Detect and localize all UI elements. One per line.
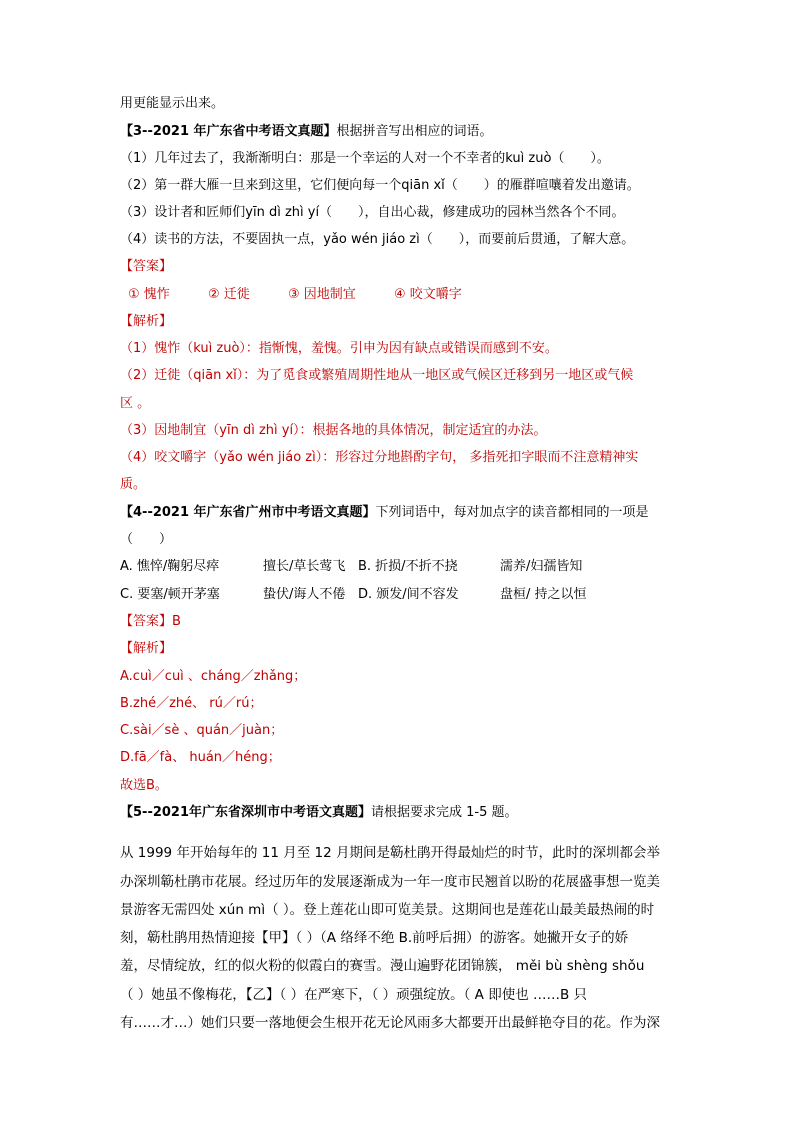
q3-header <box>120 123 493 141</box>
q3-header-tag: 【3--2021 年广东省中考语文真题】 <box>120 124 337 139</box>
q3-header-text: 根据拼音写出相应的词语。 <box>336 124 493 139</box>
q3-item-1: （1）几年过去了，我渐渐明白：那是一个幸运的人对一个不幸者的kuì zuò（ ）。 <box>120 151 610 166</box>
q3-analysis-2: （2）迁徙（qiān xǐ）：为了觅食或繁殖周期性地从一地区或气候区迁移到另一地区或气候 <box>120 368 634 383</box>
q4-analysis-d: D.fā／fà、 huán／héng； <box>120 750 281 765</box>
q4-option-c-2: 蛰伏/诲人不倦 <box>263 587 346 602</box>
q5-passage-line-7: 有……才…）她们只要一落地便会生根开花无论风雨多大都要开出最鲜艳夺目的花。作为深 <box>120 1015 660 1031</box>
q4-header-text: 下列词语中，每对加点字的读音都相同的一项是 <box>375 505 649 520</box>
q3-answer-2: ② 迁徙 <box>208 287 250 302</box>
q5-header-tag: 【5--2021年广东省深圳市中考语文真题】 <box>120 805 372 820</box>
q4-header <box>120 504 649 522</box>
q3-answer-4: ④ 咬文嚼字 <box>394 287 462 302</box>
q3-answer-label: 【答案】 <box>120 259 173 274</box>
q4-analysis-c: C.sài／sè 、quán／juàn； <box>120 723 284 738</box>
q5-passage-line-1: 从 1999 年开始每年的 11 月至 12 月期间是簕杜鹃开得最灿烂的时节，此时的深圳都会举 <box>120 845 660 861</box>
q3-analysis-3: （3）因地制宜（yīn dì zhì yí）：根据各地的具体情况，制定适宜的办法。 <box>120 423 547 438</box>
q3-item-4: （4）读书的方法，不要固执一点，yǎo wén jiáo zì（ ），而要前后贯通，了解大意。 <box>120 232 635 247</box>
q5-passage-line-2: 办深圳簕杜鹃市花展。经过历年的发展逐渐成为一年一度市民翘首以盼的花展盛事想一览美 <box>120 874 660 890</box>
q4-paren: （ ） <box>120 532 173 547</box>
q4-option-a-2: 擅长/草长莺飞 <box>263 559 346 574</box>
q4-analysis-conclusion: 故选B。 <box>120 778 168 793</box>
q3-item-2: （2）第一群大雁一旦来到这里，它们便向每一个qiān xǐ（ ）的雁群喧嚷着发出邀请。 <box>120 178 640 193</box>
q5-header <box>120 804 518 822</box>
q4-header-tag: 【4--2021 年广东省广州市中考语文真题】 <box>120 505 376 520</box>
q5-passage-line-3: 景游客无需四处 xún mì（ ）。登上莲花山即可览美景。这期间也是莲花山最美最热闹的时 <box>120 902 655 918</box>
q4-option-d-2: 盘桓/ 持之以恒 <box>500 587 587 602</box>
q5-passage-line-5: 羞，尽情绽放，红的似火粉的似霞白的赛雪。漫山遍野花团锦簇， měi bù shèng shǒu <box>120 958 645 974</box>
q3-item-3: （3）设计者和匠师们yīn dì zhì yí（ ），自出心裁，修建成功的园林当然各个不同。 <box>120 205 625 220</box>
q5-passage-line-6: （ ）她虽不像梅花，【乙】（ ）在严寒下，（ ）顽强绽放。（ A 即使也 ……B 只 <box>120 987 588 1003</box>
q4-option-b-1: B. 折损/不折不挠 <box>358 559 458 574</box>
q3-answer-1: ① 愧怍 <box>128 287 170 302</box>
q5-passage-line-4: 刻，簕杜鹃用热情迎接【甲】（ ）（A 络绎不绝 B.前呼后拥）的游客。她撇开女子的娇 <box>120 930 629 946</box>
q4-option-a-1: A. 憔悴/鞠躬尽瘁 <box>120 559 220 574</box>
q3-analysis-4: （4）咬文嚼字（yǎo wén jiáo zì）：形容过分地斟酌字句， 多指死扣字眼而不注意精神实 <box>120 450 639 465</box>
q4-analysis-a: A.cuì／cuì 、cháng／zhǎng； <box>120 669 307 684</box>
q3-answer-3: ③ 因地制宜 <box>288 287 356 302</box>
q4-option-b-2: 濡养/妇孺皆知 <box>500 559 583 574</box>
q5-header-text: 请根据要求完成 1-5 题。 <box>371 805 518 820</box>
q4-analysis-b: B.zhé／zhé、 rú／rú； <box>120 696 263 711</box>
q3-analysis-1: （1）愧怍（kuì zuò）：指惭愧，羞愧。引申为因有缺点或错误而感到不安。 <box>120 341 558 356</box>
q4-answer: 【答案】B <box>120 614 181 629</box>
q4-option-c-1: C. 要塞/顿开茅塞 <box>120 587 220 602</box>
q4-option-d-1: D. 颁发/间不容发 <box>358 587 459 602</box>
q3-analysis-4-cont: 质。 <box>120 477 147 492</box>
q3-analysis-2-cont: 区 。 <box>120 396 151 411</box>
paragraph-tail: 用更能显示出来。 <box>120 96 225 111</box>
q3-analysis-label: 【解析】 <box>120 314 173 329</box>
q4-analysis-label: 【解析】 <box>120 641 173 656</box>
